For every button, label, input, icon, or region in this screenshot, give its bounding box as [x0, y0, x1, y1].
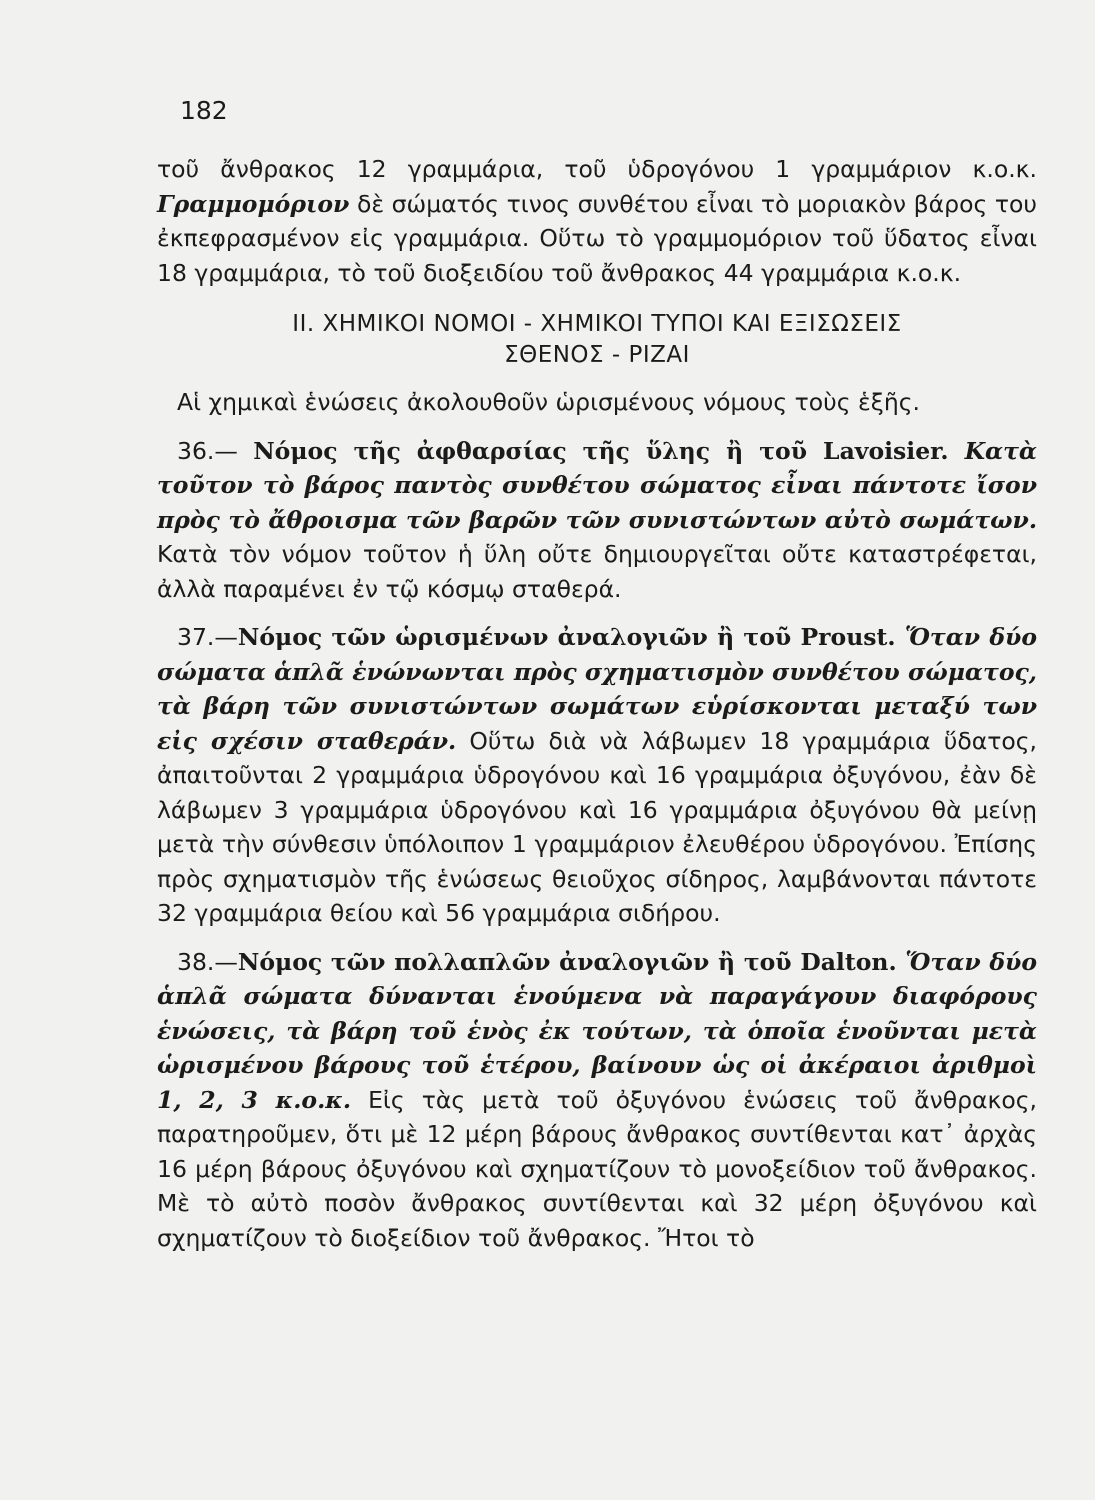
p1-text-a: τοῦ ἄνθρακος 12 γραμμάρια, τοῦ ὑδρογόνου 1 γραμμάριον κ.ο.κ. — [157, 155, 1037, 183]
law-36-statement: Κατὰ τοῦτον τὸ βάρος παντὸς συνθέτου σώματος εἶναι πάντοτε ἴσον πρὸς τὸ ἄθροισμα τῶν βαρῶν τῶν συνιστώντων αὐτὸ σωμάτων. — [157, 436, 1038, 534]
section-heading — [157, 309, 1037, 371]
law-37-number: 37.— — [177, 623, 238, 651]
law-37-text: Οὕτω διὰ νὰ λάβωμεν 18 γραμμάρια ὕδατος, ἀπαιτοῦνται 2 γραμμάρια ὑδρογόνου καὶ 16 γραμμάρια ὀξυγόνου, ἐὰν δὲ λάβωμεν 3 γραμμάρια ὑδρογόνου καὶ 16 γραμμάρια ὀξυγόνου θὰ μείνῃ μετὰ τὴν σύνθεσιν ὑπόλοιπον 1 γραμμάριον ἐλευθέρου ὑδρογόνου. Ἐπίσης πρὸς σχηματισμὸν τῆς ἑνώσεως θειοῦχος σίδηρος, λαμβάνονται πάντοτε 32 γραμμάρια θείου καὶ 56 γραμμάρια σιδήρου. — [157, 726, 1037, 927]
law-38-title: Νόμος τῶν πολλαπλῶν ἀναλογιῶν ἢ τοῦ Dalton. — [237, 947, 897, 976]
p1-text-b: δὲ σώματός τινος συνθέτου εἶναι τὸ μοριακὸν βάρος του ἐκπεφρασμένον εἰς γραμμάρια. Οὕτω τὸ γραμμομόριον τοῦ ὕδατος εἶναι 18 γραμμάρια, τὸ τοῦ διοξειδίου τοῦ ἄνθρακος 44 γραμμάρια κ.ο.κ. — [157, 189, 1037, 287]
law-38-statement: Ὅταν δύο ἁπλᾶ σώματα δύνανται ἑνούμενα νὰ παραγάγουν διαφόρους ἑνώσεις, τὰ βάρη τοῦ ἑνὸς ἐκ τούτων, τὰ ὁποῖα ἑνοῦνται μετὰ ὡρισμένου βάρους τοῦ ἑτέρου, βαίνουν ὡς οἱ ἀκέραιοι ἀριθμοὶ 1, 2, 3 κ.ο.κ. — [157, 947, 1037, 1114]
section-heading-line-1: ΙΙ. ΧΗΜΙΚΟΙ ΝΟΜΟΙ - ΧΗΜΙΚΟΙ ΤΥΠΟΙ ΚΑΙ ΕΞΙΣΩΣΕΙΣ — [292, 311, 902, 337]
law-36-text: Κατὰ τὸν νόμον τοῦτον ἡ ὕλη οὔτε δημιουργεῖται οὔτε καταστρέφεται, ἀλλὰ παραμένει ἐν τῷ κόσμῳ σταθερά. — [157, 540, 1037, 603]
p1-term: Γραμμομόριον — [157, 189, 350, 218]
paragraph-gram-molecule — [157, 152, 1037, 290]
law-37-statement: Ὅταν δύο σώματα ἁπλᾶ ἑνώνωνται πρὸς σχηματισμὸν συνθέτου σώματος, τὰ βάρη τῶν συνιστώντων σωμάτων εὑρίσκονται μεταξύ των εἰς σχέσιν σταθεράν. — [157, 623, 1037, 755]
law-36-title: Νόμος τῆς ἀφθαρσίας τῆς ὕλης ἢ τοῦ Lavoisier. — [253, 436, 949, 465]
law-38-paragraph — [157, 945, 1037, 1256]
page-number: 182 — [180, 96, 228, 125]
law-38-text: Εἰς τὰς μετὰ τοῦ ὀξυγόνου ἑνώσεις τοῦ ἄνθρακος, παρατηροῦμεν, ὅτι μὲ 12 μέρη βάρους ἄνθρακος συντίθενται κατ᾽ ἀρχὰς 16 μέρη βάρους ὀξυγόνου καὶ σχηματίζουν τὸ μονοξείδιον τοῦ ἄνθρακος. Μὲ τὸ αὐτὸ ποσὸν ἄνθρακος συντίθενται καὶ 32 μέρη ὀξυγόνου καὶ σχηματίζουν τὸ διοξείδιον τοῦ ἄνθρακος. Ἤτοι τὸ — [157, 1085, 1037, 1252]
page-body — [157, 152, 1037, 1255]
intro-paragraph: Αἱ χημικαὶ ἑνώσεις ἀκολουθοῦν ὡρισμένους νόμους τοὺς ἑξῆς. — [177, 388, 921, 416]
law-36-number: 36.— — [177, 436, 254, 465]
section-heading-line-2: ΣΘΕΝΟΣ - ΡΙΖΑΙ — [504, 342, 690, 368]
law-37-title: Νόμος τῶν ὡρισμένων ἀναλογιῶν ἢ τοῦ Proust. — [237, 623, 896, 651]
law-36-paragraph — [157, 434, 1037, 607]
law-37-paragraph — [157, 620, 1037, 931]
law-38-number: 38.— — [177, 947, 238, 976]
